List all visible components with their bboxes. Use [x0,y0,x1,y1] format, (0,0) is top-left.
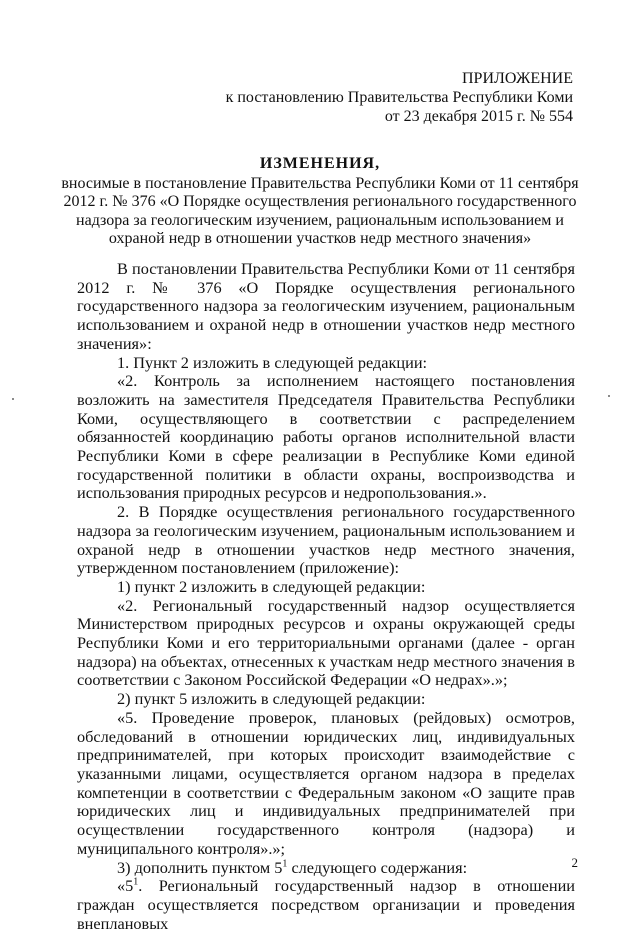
title-block [60,155,580,249]
document-title: ИЗМЕНЕНИЯ, [259,155,381,172]
paragraph: 1) пункт 2 изложить в следующей редакции: [117,576,426,596]
page-number: 2 [571,855,578,870]
paragraph: «5. Проведение проверок, плановых (рейдовых) осмотров, обследований в отношении юридических лиц, индивидуальных предпринимателей, при которых происходит взаимодействие с указанными лицами, осуществляется органом надзора в пределах компетенции в соответствии с Федеральным законом «О защите прав юридических лиц и индивидуальных предпринимателей при осуществлении государственного контроля (надзора) и муниципального контроля».»; [77,707,575,858]
paragraph: 1. Пункт 2 изложить в следующей редакции: [117,352,428,372]
paragraph-text: «5 [117,876,134,896]
appendix-label: ПРИЛОЖЕНИЕ [461,70,573,87]
superscript: 1 [282,858,288,870]
appendix-date-number: от 23 декабря 2015 г. № 554 [384,108,573,125]
paragraph: «2. Контроль за исполнением настоящего постановления возложить на заместителя Председателя Правительства Республики Коми, осуществляющего в соответствии с распределением обязанностей координацию работы органов исполнительной власти Республики Коми в сфере реализации в Республике Коми единой государственной политики в области охраны, воспроизводства и использования природных ресурсов и недропользования.». [77,371,575,503]
document-body [77,260,575,933]
paragraph-text: . Региональный государственный надзор в отношении граждан осуществляется посредством организации и проведения внеплановых [77,876,575,933]
paragraph-text: следующего содержания: [287,857,468,877]
document-subtitle: вносимые в постановление Правительства Республики Коми от 11 сентября 2012 г. № 376 «О Порядке осуществления регионального государственного надзора за геологическим изучением, рациональным использованием и охраной недр в отношении участков недр местного значения» [61,174,579,247]
paragraph [77,859,575,878]
appendix-block [226,69,573,126]
scan-speck [608,395,610,397]
superscript: 1 [133,876,139,888]
scan-speck [12,398,14,400]
paragraph [77,877,575,933]
paragraph: 2) пункт 5 изложить в следующей редакции: [117,689,426,709]
paragraph: «2. Региональный государственный надзор осуществляется Министерством природных ресурсов и охраны окружающей среды Республики Коми и его территориальными органами (далее - орган надзора) на объектах, отнесенных к участкам недр местного значения в соответствии с Законом Российской Федерации «О недрах».»; [77,595,575,690]
paragraph: В постановлении Правительства Республики Коми от 11 сентября 2012 г. № 376 «О Порядке осуществления регионального государственного надзора за геологическим изучением, рациональным использованием и охраной недр в отношении участков недр местного значения»: [77,259,575,353]
appendix-resolution-ref: к постановлению Правительства Республики Коми [225,89,573,106]
paragraph: 2. В Порядке осуществления регионального государственного надзора за геологическим изучением, рациональным использованием и охраной недр в отношении участков недр местного значения, утвержденном постановлением (приложение): [77,502,575,578]
paragraph-text: 3) дополнить пунктом 5 [117,857,283,877]
